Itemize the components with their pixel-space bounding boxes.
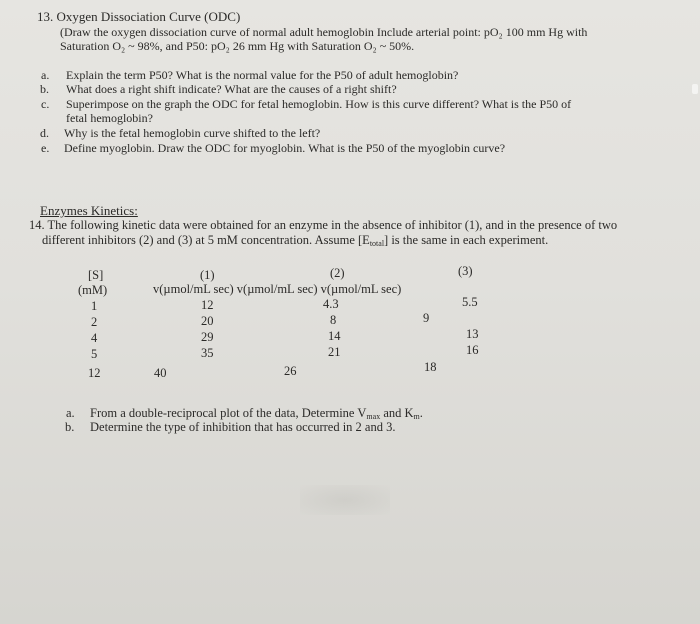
cell-v1: 35 [201, 346, 214, 360]
cell-v2: 26 [284, 364, 297, 378]
q13-intro-line2: Saturation O₂ ~ 98%, and P50: pO₂ 26 mm Hg with Saturation O₂ ~ 50%. [60, 39, 415, 53]
cell-s: 2 [91, 315, 98, 329]
cell-v1: 20 [201, 314, 214, 328]
cell-s: 5 [91, 347, 98, 361]
q13-item-b-mark: b. [40, 82, 49, 96]
q13-item-b: What does a right shift indicate? What are the causes of a right shift? [66, 82, 397, 96]
table-header-3: (3) [458, 264, 473, 278]
cell-v3: 18 [424, 360, 437, 374]
q13-item-c-cont: fetal hemoglobin? [66, 111, 153, 125]
q13-item-a-mark: a. [41, 68, 50, 82]
table-header-velocity: v(µmol/mL sec) v(µmol/mL sec) v(µmol/mL sec) [153, 282, 402, 296]
q14-part-b-mark: b. [65, 420, 75, 434]
cell-v3: 13 [466, 327, 479, 341]
paper-smudge [300, 485, 390, 515]
cell-s: 12 [88, 366, 101, 380]
table-header-units: (mM) [78, 283, 108, 297]
q13-title: 13. Oxygen Dissociation Curve (ODC) [37, 9, 241, 24]
q14-part-a-mark: a. [66, 406, 75, 420]
q13-item-d: Why is the fetal hemoglobin curve shifted to the left? [64, 126, 321, 140]
q13-item-a: Explain the term P50? What is the normal value for the P50 of adult hemoglobin? [66, 68, 459, 82]
q13-item-e-mark: e. [41, 141, 50, 155]
cell-v2: 21 [328, 345, 341, 359]
q13-item-d-mark: d. [40, 126, 49, 140]
table-header-2: (2) [330, 266, 345, 280]
q14-part-a: From a double-reciprocal plot of the data, Determine $V_{max}$ and $K_m$. [90, 406, 423, 421]
cell-v2: 14 [328, 329, 341, 343]
q13-item-c-mark: c. [41, 97, 50, 111]
q13-item-e: Define myoglobin. Draw the ODC for myoglobin. What is the P50 of the myoglobin curve? [64, 141, 506, 155]
table-header-s: [S] [88, 268, 104, 282]
q14-intro-line1: 14. The following kinetic data were obtained for an enzyme in the absence of inhibitor (1), and in the presence of two [29, 218, 618, 232]
q13-item-c: Superimpose on the graph the ODC for fetal hemoglobin. How is this curve different? What is the P50 of [66, 97, 572, 111]
cell-v2: 8 [330, 313, 337, 327]
cell-s: 4 [91, 331, 98, 345]
q14-heading: Enzymes Kinetics: [40, 203, 138, 218]
q13-intro-line1: (Draw the oxygen dissociation curve of normal adult hemoglobin Include arterial point: pO₂ 100 mm Hg with [60, 25, 588, 39]
edge-mark [692, 84, 698, 94]
cell-v1: 12 [201, 298, 214, 312]
q14-intro-line2: different inhibitors (2) and (3) at 5 mM concentration. Assume $[E_{total}]$ is the same in each experiment. [42, 233, 549, 248]
cell-v3: 9 [423, 311, 430, 325]
q14-part-b: Determine the type of inhibition that has occurred in 2 and 3. [90, 420, 396, 434]
cell-s: 1 [91, 299, 98, 313]
cell-v3: 5.5 [462, 295, 478, 309]
cell-v1: 40 [154, 366, 167, 380]
cell-v1: 29 [201, 330, 214, 344]
cell-v2: 4.3 [323, 297, 339, 311]
table-header-1: (1) [200, 268, 215, 282]
cell-v3: 16 [466, 343, 479, 357]
